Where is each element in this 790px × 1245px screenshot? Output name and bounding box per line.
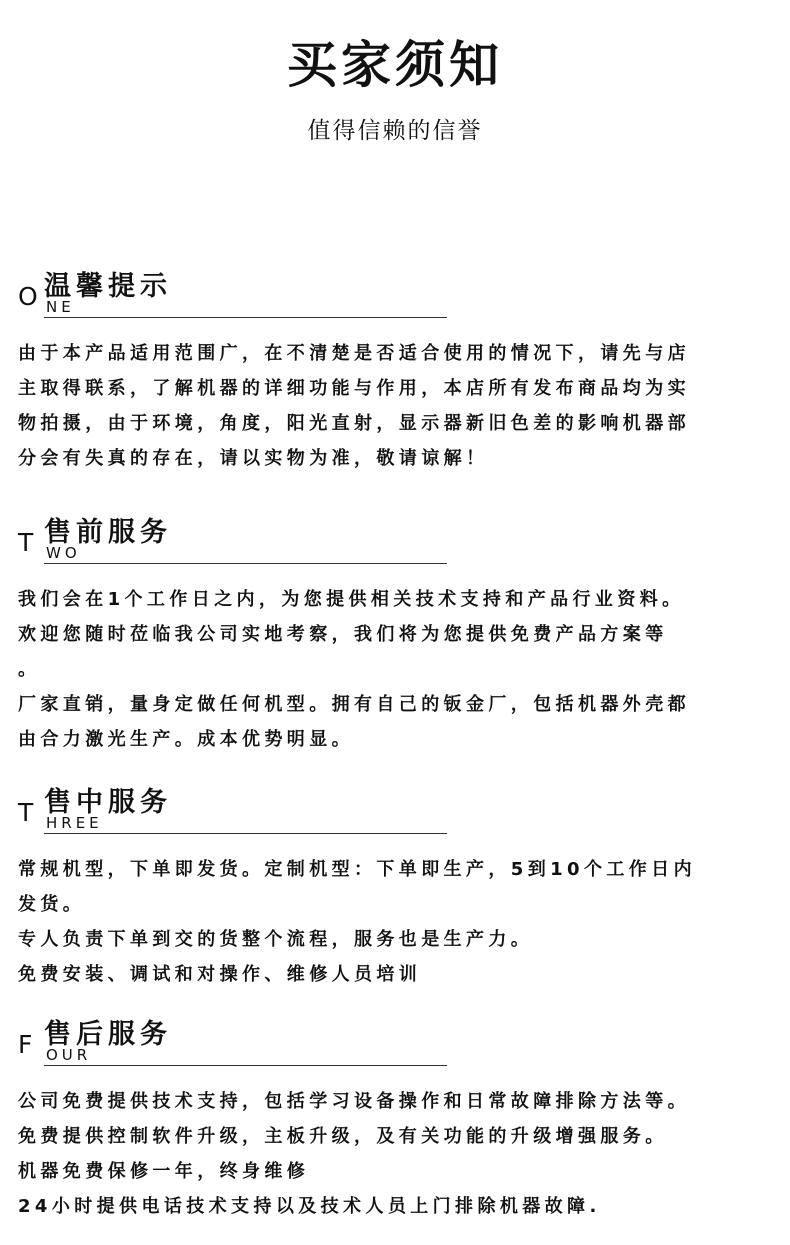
- section-divider: [44, 833, 447, 834]
- section-header: [18, 1018, 778, 1066]
- section-number-initial: O: [18, 282, 38, 311]
- body-line: 欢迎您随时莅临我公司实地考察，我们将为您提供免费产品方案等: [18, 624, 668, 645]
- body-line: 机器免费保修一年，终身维修: [18, 1161, 310, 1182]
- body-line: 物拍摄，由于环境，角度，阳光直射，显示器新旧色差的影响机器部: [18, 413, 690, 434]
- section-number-initial: T: [18, 528, 34, 557]
- section-number-rest: OUR: [46, 1046, 92, 1064]
- body-line: 24小时提供电话技术支持以及技术人员上门排除机器故障.: [18, 1196, 601, 1217]
- section-number-initial: F: [18, 1030, 33, 1059]
- section-heading: 售前服务: [44, 517, 172, 548]
- section-number-rest: WO: [46, 544, 81, 562]
- section-body: [18, 1084, 778, 1224]
- body-line: 发货。: [18, 894, 86, 915]
- section-heading: 售中服务: [44, 787, 172, 818]
- section-number-rest: HREE: [46, 814, 103, 832]
- section-divider: [44, 1065, 447, 1066]
- section-body: [18, 852, 778, 992]
- body-line: 由合力激光生产。成本优势明显。: [18, 729, 354, 750]
- body-line: 常规机型，下单即发货。定制机型：下单即生产，5到10个工作日内: [18, 859, 696, 880]
- body-line: 厂家直销，量身定做任何机型。拥有自己的钣金厂，包括机器外壳都: [18, 694, 690, 715]
- section-header: [18, 516, 778, 564]
- section-heading: 温馨提示: [44, 271, 172, 302]
- section-two: [18, 516, 778, 757]
- section-number-rest: NE: [46, 298, 75, 316]
- body-line: 免费提供控制软件升级，主板升级，及有关功能的升级增强服务。: [18, 1126, 668, 1147]
- body-line: 公司免费提供技术支持，包括学习设备操作和日常故障排除方法等。: [18, 1091, 690, 1112]
- page-title: 买家须知: [287, 36, 503, 94]
- body-line: 我们会在1个工作日之内，为您提供相关技术支持和产品行业资料。: [18, 589, 685, 610]
- page-subtitle: 值得信赖的信誉: [307, 118, 483, 144]
- section-body: [18, 336, 778, 476]
- body-line: 由于本产品适用范围广，在不清楚是否适合使用的情况下，请先与店: [18, 343, 690, 364]
- body-line: 免费安装、调试和对操作、维修人员培训: [18, 964, 422, 985]
- body-line: 分会有失真的存在，请以实物为准，敬请谅解！: [18, 448, 489, 469]
- body-line: 专人负责下单到交的货整个流程，服务也是生产力。: [18, 929, 534, 950]
- section-one: [18, 270, 778, 476]
- section-three: [18, 786, 778, 992]
- section-number-initial: T: [18, 798, 34, 827]
- section-body: [18, 582, 778, 757]
- body-line: 主取得联系，了解机器的详细功能与作用，本店所有发布商品均为实: [18, 378, 690, 399]
- section-four: [18, 1018, 778, 1224]
- body-line: 。: [18, 659, 41, 680]
- section-divider: [44, 317, 447, 318]
- section-header: [18, 786, 778, 834]
- section-divider: [44, 563, 447, 564]
- section-header: [18, 270, 778, 318]
- section-heading: 售后服务: [44, 1019, 172, 1050]
